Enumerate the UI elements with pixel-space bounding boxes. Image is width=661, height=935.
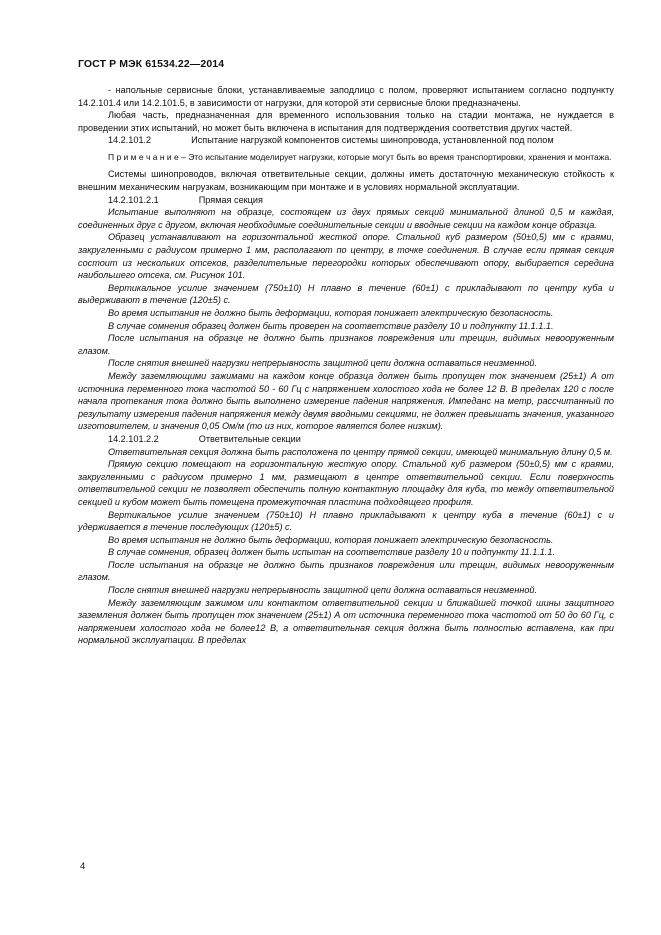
italic-paragraph: После испытания на образце не должно быть признаков повреждения или трещин, видимых невооруженным глазом. bbox=[78, 333, 614, 356]
italic-paragraph: Образец устанавливают на горизонтальной жесткой опоре. Стальной куб размером (50±0,5) мм с краями, закругленными с радиусом примерно 1 мм, располагают по центру, в точке соединения. В случае если прямая секция состоит из нескольких отсеков, разделительные перегородки которых обеспечивают опору, выбирается середина наибольшего отсека, см. Рисунок 101. bbox=[78, 232, 614, 281]
italic-paragraph: В случае сомнения образец должен быть проверен на соответствие разделу 10 и подпункту 11.1.1.1. bbox=[108, 320, 554, 331]
section-number: 14.2.101.2.2 bbox=[108, 433, 159, 444]
italic-paragraph: Вертикальное усилие значением (750±10) Н плавно в течение (60±1) с прикладывают по центру куба и выдерживают в течение (120±5) с. bbox=[78, 282, 614, 306]
italic-paragraph: Прямую секцию помещают на горизонтальную жесткую опору. Стальной куб размером (50±0,5) мм с краями, закругленными с радиусом примерно 1 мм, размещают в центре ответвительной секции. Если поверхность ответвительной секции не позволяет обеспечить полную контактную площадку для куба, то между ответвительной секцией и кубом может быть помещена промежуточная пластина подходящего профиля. bbox=[78, 459, 614, 507]
document-body bbox=[78, 84, 614, 647]
italic-paragraph: Испытание выполняют на образце, состоящем из двух прямых секций минимальной длиной 0,5 м каждая, соединенных друг с другом, включая необходимые соединительные секции и вводные секции на каждом конце образца. bbox=[78, 207, 614, 230]
italic-paragraph: После снятия внешней нагрузки непрерывность защитной цепи должна оставаться неизменной. bbox=[108, 585, 538, 596]
italic-paragraph: После испытания на образце не должно быть признаков повреждения или трещин, видимых невооруженным глазом. bbox=[78, 559, 614, 583]
italic-paragraph: После снятия внешней нагрузки непрерывность защитной цепи должна оставаться неизменной. bbox=[108, 358, 538, 369]
italic-paragraph: Вертикальное усилие значением (750±10) Н плавно прикладывают к центру куба в течение (60±1) с и удерживается в течение последующих (120±5) с. bbox=[78, 509, 614, 533]
paragraph: Системы шинопроводов, включая ответвительные секции, должны иметь достаточную механическую стойкость к внешним механическим нагрузкам, возникающим при монтаже и в условиях нормальной эксплуатации. bbox=[78, 169, 614, 193]
paragraph: - напольные сервисные блоки, устанавливаемые заподлицо с полом, проверяют испытанием согласно подпункту 14.2.101.4 или 14.2.101.5, в зависимости от нагрузки, для которой эти сервисные блоки предназначены. bbox=[78, 85, 614, 108]
italic-paragraph: Между заземляющим зажимом или контактом ответвительной секции и ближайшей точкой шины защитного заземления должен быть пропущен ток значением (25±1) А от источника переменного тока частотой от 50 до 60 Гц, с напряжением холостого хода не более12 В, а ответвительная секция должна быть полностью вставлена, как при нормальной эксплуатации. В пределах bbox=[78, 597, 614, 646]
section-number: 14.2.101.2 bbox=[108, 135, 152, 146]
italic-paragraph: Ответвительная секция должна быть расположена по центру прямой секции, имеющей минимальную длину 0,5 м. bbox=[108, 446, 613, 457]
section-heading bbox=[78, 433, 614, 446]
note bbox=[78, 152, 614, 164]
italic-paragraph: Между заземляющими зажимами на каждом конце образца должен быть пропущен ток значением (25±1) А от источника переменного тока частотой 50 - 60 Гц с напряжением холостого хода не более 12 В. В пределах 120 с после начала протекания тока должно быть выполнено измерение падения напряжения. Импеданс на метр, рассчитанный по результату измерения падения напряжения между двумя вводными секциями, не должен превышать значения, указанного изготовителем, и значения 0,05 Ом/м (то из них, которое является более низким). bbox=[78, 370, 614, 432]
italic-paragraph: В случае сомнения, образец должен быть испытан на соответствие разделу 10 и подпункту 11.1.1.1. bbox=[108, 547, 556, 558]
section-number: 14.2.101.2.1 bbox=[108, 194, 159, 205]
italic-paragraph: Во время испытания не должно быть деформации, которая понижает электрическую безопасность. bbox=[108, 308, 554, 318]
page-header-standard-title: ГОСТ Р МЭК 61534.22—2014 bbox=[78, 58, 225, 70]
section-heading bbox=[78, 134, 614, 147]
section-title: Испытание нагрузкой компонентов системы шинопровода, установленной под полом bbox=[191, 135, 554, 146]
section-title: Ответвительные секции bbox=[198, 433, 301, 444]
note-label: П р и м е ч а н и е bbox=[108, 151, 179, 162]
note-text: – Это испытание моделирует нагрузки, которые могут быть во время транспортировки, хранения и монтажа. bbox=[178, 151, 612, 162]
section-heading bbox=[78, 194, 614, 207]
italic-paragraph: Во время испытания не должно быть деформации, которая понижает электрическую безопасность. bbox=[108, 534, 554, 545]
paragraph: Любая часть, предназначенная для временного использования только на стадии монтажа, не нуждается в проведении этих испытаний, но может быть включена в испытания для подтверждения соответствия других частей. bbox=[78, 110, 614, 133]
section-title: Прямая секция bbox=[198, 194, 263, 205]
page-number: 4 bbox=[80, 861, 86, 872]
